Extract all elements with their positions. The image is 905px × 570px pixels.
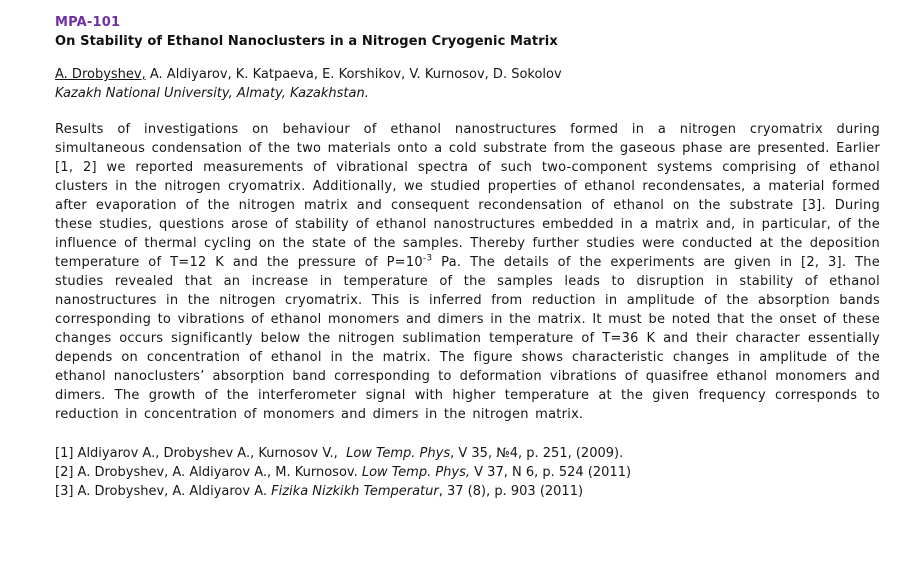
presenting-author: A. Drobyshev, [55,67,146,82]
reference-text: [2] A. Drobyshev, A. Aldiyarov A., M. Kurnosov. [55,465,362,480]
reference-item [55,482,880,501]
reference-text: V 37, N 6, p. 524 (2011) [470,465,632,480]
pressure-exponent-superscript: -3 [422,253,433,264]
authors-line [55,65,880,84]
reference-item [55,444,880,463]
reference-text: , 37 (8), p. 903 (2011) [438,484,584,499]
reference-journal-title: Low Temp. Phys, [361,465,471,480]
reference-journal-title: Fizika Nizkikh Temperatur [271,484,439,499]
reference-item [55,463,880,482]
references-list [55,444,880,501]
reference-journal-title: Low Temp. Phys [346,446,451,461]
coauthors: A. Aldiyarov, K. Katpaeva, E. Korshikov, V. Kurnosov, D. Sokolov [145,67,562,82]
abstract-text-before-superscript: Results of investigations on behaviour of ethanol nanostructures formed in a nitrogen cryomatrix during simultaneous condensation of the two materials onto a cold substrate from the gaseous phase are presented. Earlier [1, 2] we reported measurements of vibrational spectra of such two-component systems comprising of ethanol clusters in the nitrogen cryomatrix. Additionally, we studied properties of ethanol recondensates, a material formed after evaporation of the nitrogen matrix and consequent recondensation of ethanol on the substrate [3]. During these studies, questions arose of stability of ethanol nanostructures embedded in a matrix and, in particular, of the influence of thermal cycling on the state of the samples. Thereby further studies were conducted at the deposition temperature of T=12 K and the pressure of P=10 [55,122,880,270]
abstract-paragraph [55,120,880,424]
reference-text: [1] Aldiyarov A., Drobyshev A., Kurnosov V., [55,446,347,461]
reference-text: [3] A. Drobyshev, A. Aldiyarov A. [55,484,272,499]
paper-title: On Stability of Ethanol Nanoclusters in a Nitrogen Cryogenic Matrix [55,34,558,49]
paper-code: MPA-101 [55,15,121,30]
affiliation-line: Kazakh National University, Almaty, Kazakhstan. [55,86,369,101]
reference-text: , V 35, №4, p. 251, (2009). [450,446,624,461]
abstract-text-after-superscript: Pa. The details of the experiments are given in [2, 3]. The studies revealed that an increase in temperature of the samples leads to disruption in stability of ethanol nanostructures in the nitrogen cryomatrix. This is inferred from reduction in amplitude of the absorption bands corresponding to vibrations of ethanol monomers and dimers in the matrix. It must be noted that the onset of these changes occurs significantly below the nitrogen sublimation temperature of T=36 K and their character essentially depends on concentration of ethanol in the matrix. The figure shows characteristic changes in amplitude of the ethanol nanoclusters’ absorption band corresponding to deformation vibrations of quasifree ethanol monomers and dimers. The growth of the interferometer signal with higher temperature at the given frequency corresponds to reduction in concentration of monomers and dimers in the nitrogen matrix. [55,255,880,422]
